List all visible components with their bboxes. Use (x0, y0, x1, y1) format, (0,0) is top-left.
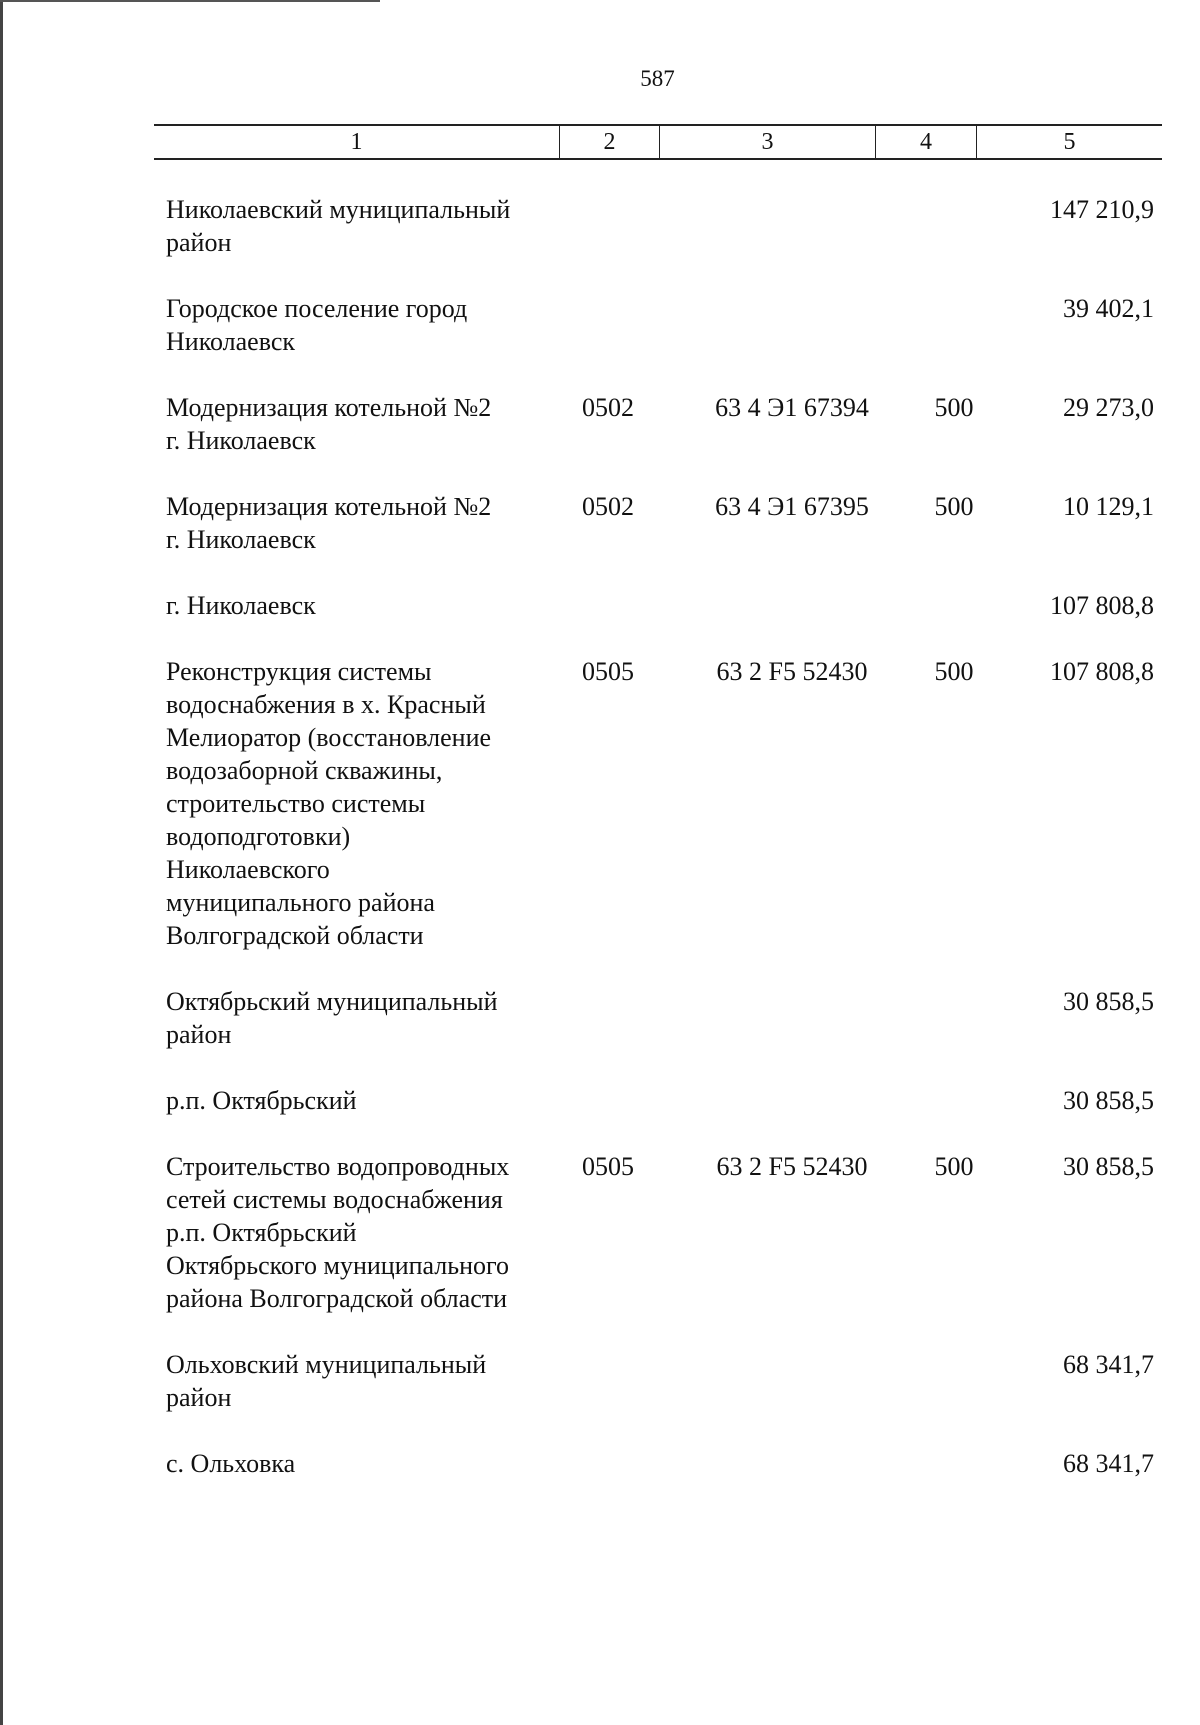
header-col-2: 2 (560, 126, 660, 158)
row-amount: 107 808,8 (1050, 591, 1154, 620)
row-name: Октябрьский муниципальный район (166, 987, 498, 1049)
row-amount: 68 341,7 (1063, 1449, 1154, 1478)
row-name: Реконструкция системы водоснабжения в х. Красный Мелиоратор (восстановление водозаборной скважины, строительство системы водоподготовки) Николаевского муниципального района Волгоградской области (166, 657, 492, 950)
row-amount: 30 858,5 (1063, 1152, 1154, 1181)
row-target-code: 63 4 Э1 67394 (715, 393, 869, 422)
row-section-code: 0505 (582, 657, 634, 686)
row-name: Николаевский муниципальный район (166, 195, 511, 257)
page-number: 587 (640, 66, 675, 91)
row-expense-type: 500 (934, 393, 974, 422)
row-amount: 29 273,0 (1063, 393, 1154, 422)
row-amount: 68 341,7 (1063, 1350, 1154, 1379)
row-section-code: 0502 (582, 492, 634, 521)
row-target-code: 63 4 Э1 67395 (715, 492, 869, 521)
scan-edge-left (0, 0, 3, 1725)
row-target-code: 63 2 F5 52430 (716, 1152, 868, 1181)
row-section-code: 0502 (582, 393, 634, 422)
row-target-code: 63 2 F5 52430 (716, 657, 868, 686)
scan-edge-top (0, 0, 380, 2)
header-col-4: 4 (876, 126, 977, 158)
row-amount: 30 858,5 (1063, 1086, 1154, 1115)
row-name: с. Ольховка (166, 1449, 296, 1478)
row-expense-type: 500 (934, 492, 974, 521)
row-name: Модернизация котельной №2 г. Николаевск (166, 492, 492, 554)
row-amount: 107 808,8 (1050, 657, 1154, 686)
row-amount: 147 210,9 (1050, 195, 1154, 224)
table-header (154, 124, 1162, 160)
row-name: р.п. Октябрьский (166, 1086, 357, 1115)
row-amount: 39 402,1 (1063, 294, 1154, 323)
row-amount: 10 129,1 (1063, 492, 1154, 521)
row-section-code: 0505 (582, 1152, 634, 1181)
row-expense-type: 500 (934, 1152, 974, 1181)
header-col-1: 1 (154, 126, 560, 158)
row-name: г. Николаевск (166, 591, 316, 620)
row-name: Строительство водопроводных сетей системы водоснабжения р.п. Октябрьский Октябрьского муниципального района Волгоградской области (166, 1152, 510, 1313)
header-col-5: 5 (1063, 128, 1076, 155)
row-name: Модернизация котельной №2 г. Николаевск (166, 393, 492, 455)
row-amount: 30 858,5 (1063, 987, 1154, 1016)
row-name: Городское поселение город Николаевск (166, 294, 468, 356)
row-name: Ольховский муниципальный район (166, 1350, 487, 1412)
row-expense-type: 500 (934, 657, 974, 686)
header-col-3: 3 (660, 126, 876, 158)
